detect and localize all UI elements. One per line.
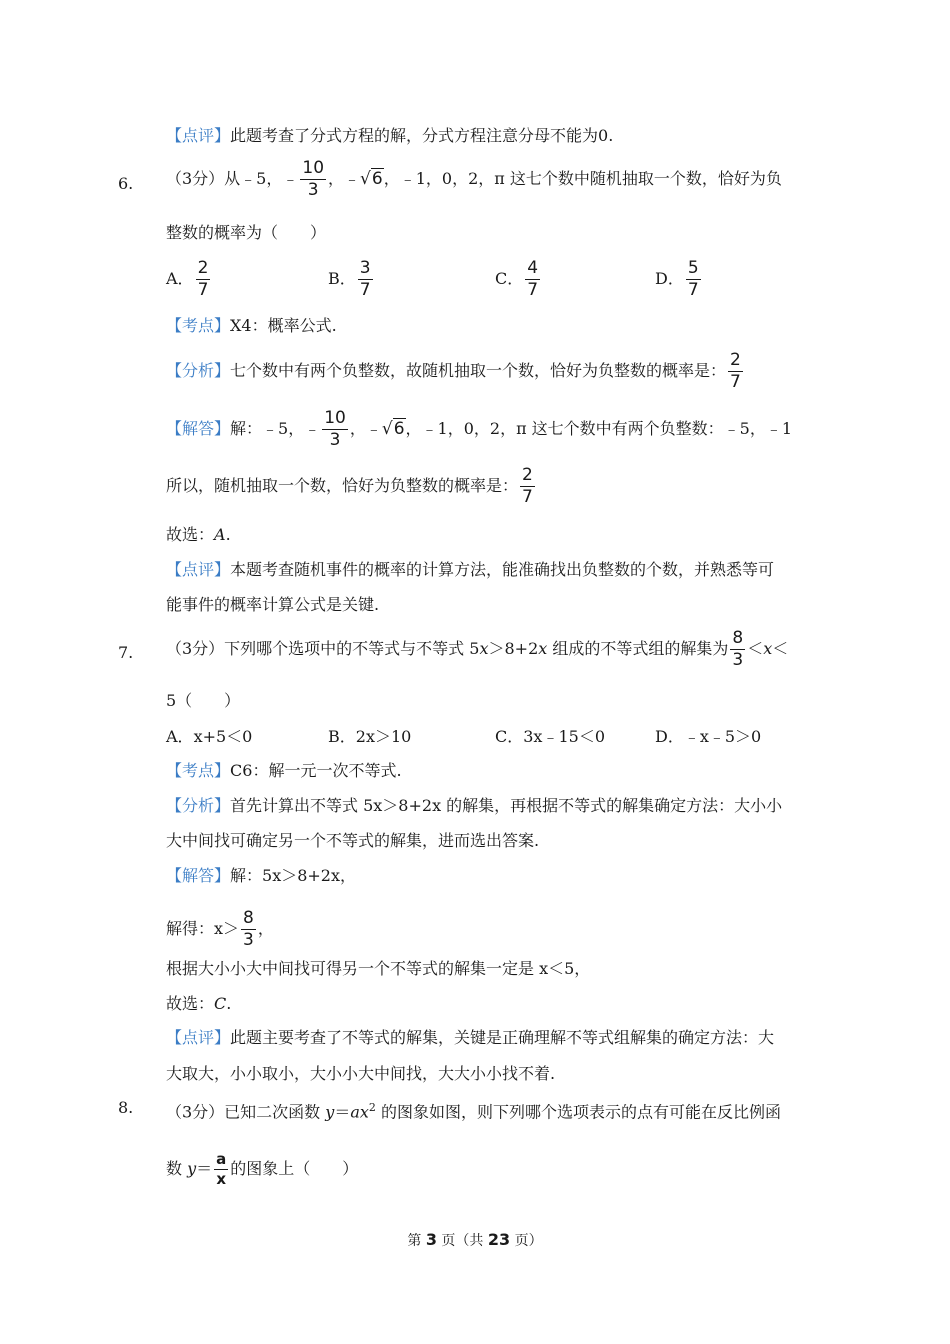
q7-choose: 故选：C. bbox=[166, 994, 232, 1013]
q7-stem-line2: 5（ ） bbox=[166, 691, 241, 710]
q7-option-c[interactable]: C．3x﹣15＜0 bbox=[495, 727, 605, 746]
q7-analysis-line2: 大中间找可确定另一个不等式的解集，进而选出答案. bbox=[166, 831, 540, 850]
sqrt: √6 bbox=[360, 169, 383, 189]
q6-choose: 故选：A. bbox=[166, 525, 231, 544]
q8-stem-line1: （3分）已知二次函数 $y=ax^2$ 的图象如图，则下列哪个选项表示的点有可能在反比例函 bbox=[166, 1101, 781, 1122]
q6-point: 【考点】X4：概率公式. bbox=[166, 316, 337, 335]
question-number: 7. bbox=[118, 643, 134, 662]
q6-stem-line1: （3分）从﹣5，﹣ $\frac{10}{3}$ ，﹣√6，﹣1，0，2，π 这七个数中随机抽取一个数，恰好为负 bbox=[166, 158, 782, 200]
page-number: 3 bbox=[425, 1230, 437, 1249]
q6-option-b[interactable]: B． $\frac{3}{7}$ bbox=[328, 258, 371, 300]
q7-option-b[interactable]: B．2x＞10 bbox=[328, 727, 412, 746]
page-total: 23 bbox=[487, 1230, 511, 1249]
page-footer: 第 3 页（共 23 页） bbox=[407, 1230, 543, 1249]
q7-answer-line1: 【解答】解：5x＞8+2x， bbox=[166, 866, 357, 885]
q6-answer-line1: 【解答】解：﹣5，﹣ $\frac{10}{3}$ ，﹣√6，﹣1，0，2，π 这七个数中有两个负整数：﹣5，﹣1 bbox=[166, 408, 793, 450]
question-number: 8. bbox=[118, 1098, 134, 1117]
q7-option-d[interactable]: D．﹣x﹣5＞0 bbox=[655, 727, 762, 746]
question-number: 6. bbox=[118, 174, 134, 193]
q7-review-line2: 大取大，小小取小，大小小大中间找，大大小小找不着. bbox=[166, 1064, 556, 1083]
q6-option-c[interactable]: C． $\frac{4}{7}$ bbox=[495, 258, 539, 300]
q6-answer-line2: 所以，随机抽取一个数，恰好为负整数的概率是： $\frac{2}{7}$ bbox=[166, 465, 533, 507]
q6-analysis: 【分析】七个数中有两个负整数，故随机抽取一个数，恰好为负整数的概率是： $\frac{2}{7}$ bbox=[166, 350, 741, 392]
q7-answer-line3: 根据大小小大中间找可得另一个不等式的解集一定是 x＜5， bbox=[166, 959, 591, 978]
q7-analysis-line1: 【分析】首先计算出不等式 5x＞8+2x 的解集，再根据不等式的解集确定方法：大小小 bbox=[166, 796, 783, 815]
fraction: $\frac{10}{3}$ bbox=[302, 158, 325, 200]
q6-option-a[interactable]: A． $\frac{2}{7}$ bbox=[166, 258, 209, 300]
q7-point: 【考点】C6：解一元一次不等式. bbox=[166, 761, 402, 780]
q7-option-a[interactable]: A．x+5＜0 bbox=[166, 727, 253, 746]
q6-stem-line2: 整数的概率为（ ） bbox=[166, 223, 327, 242]
q8-stem-line2: 数 y＝ $\frac{a}{x}$ 的图象上（ ） bbox=[166, 1150, 359, 1188]
q6-option-d[interactable]: D． $\frac{5}{7}$ bbox=[655, 258, 699, 300]
q7-stem-line1: （3分）下列哪个选项中的不等式与不等式 5x＞8+2x 组成的不等式组的解集为 $\frac{8}{3}$ ＜x＜ bbox=[166, 628, 789, 670]
q6-review-line1: 【点评】本题考查随机事件的概率的计算方法，能准确找出负整数的个数，并熟悉等可 bbox=[166, 560, 775, 579]
q5-review: 【点评】此题考查了分式方程的解，分式方程注意分母不能为0. bbox=[166, 126, 614, 145]
review-tag: 【点评】 bbox=[166, 126, 231, 145]
q7-review-line1: 【点评】此题主要考查了不等式的解集，关键是正确理解不等式组解集的确定方法：大 bbox=[166, 1028, 775, 1047]
q6-review-line2: 能事件的概率计算公式是关键. bbox=[166, 595, 380, 614]
q7-answer-line2: 解得：x＞ $\frac{8}{3}$ ， bbox=[166, 908, 274, 950]
